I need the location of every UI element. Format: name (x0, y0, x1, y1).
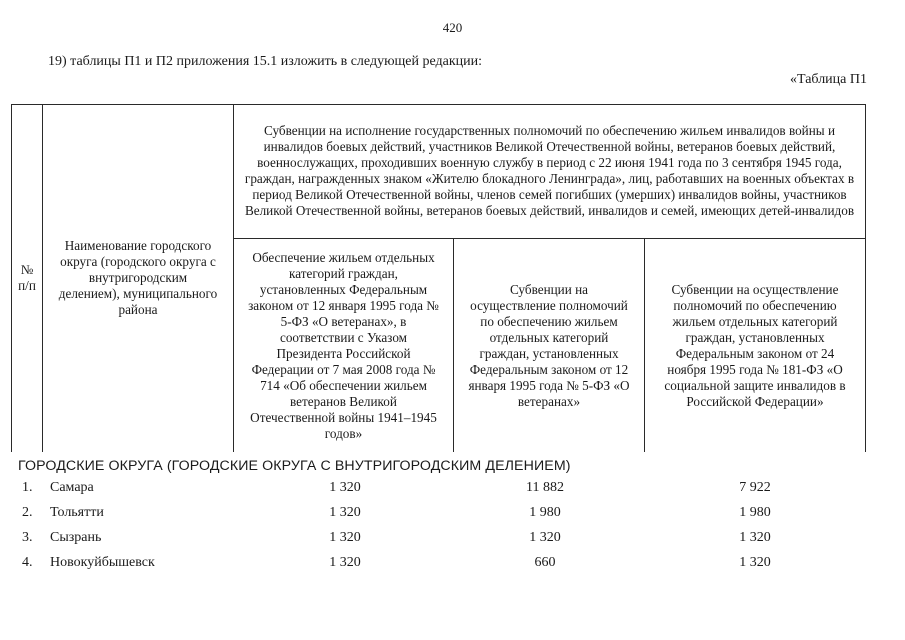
table-label: «Таблица П1 (790, 72, 867, 87)
row-number: 2. (22, 505, 33, 520)
row-value-1: 1 320 (329, 555, 361, 570)
row-number: 4. (22, 555, 33, 570)
row-value-1: 1 320 (329, 530, 361, 545)
row-value-3: 1 980 (739, 505, 771, 520)
row-value-2: 1 320 (529, 530, 561, 545)
table-row (0, 530, 905, 550)
section-title: ГОРОДСКИЕ ОКРУГА (ГОРОДСКИЕ ОКРУГА С ВНУТРИГОРОДСКИМ ДЕЛЕНИЕМ) (18, 458, 571, 474)
row-value-2: 11 882 (526, 480, 564, 495)
row-name: Новокуйбышевск (50, 555, 155, 570)
table-row (0, 505, 905, 525)
row-value-1: 1 320 (329, 505, 361, 520)
row-number: 3. (22, 530, 33, 545)
row-value-3: 1 320 (739, 530, 771, 545)
row-value-1: 1 320 (329, 480, 361, 495)
header-right-border (865, 104, 866, 452)
row-value-2: 1 980 (529, 505, 561, 520)
table-row (0, 555, 905, 575)
header-sub2: Субвенции на осуществление полномочий по обеспечению жильем отдельных категорий граждан, установленных Федеральным законом от 12 января 1995 года № 5-ФЗ «О ветеранах» (468, 281, 630, 409)
row-value-2: 660 (534, 555, 556, 570)
header-sub3: Субвенции на осуществление полномочий по обеспечению жильем отдельных категорий граждан, установленных Федеральным законом от 24 ноября 1995 года № 181-ФЗ «О социальной защите инвалидов в Российской Федерации» (664, 281, 846, 409)
row-value-3: 1 320 (739, 555, 771, 570)
row-name: Самара (50, 480, 94, 495)
row-value-3: 7 922 (739, 480, 771, 495)
page-number: 420 (442, 20, 463, 35)
row-name: Тольятти (50, 505, 104, 520)
intro-text: 19) таблицы П1 и П2 приложения 15.1 изложить в следующей редакции: (48, 54, 483, 69)
table-header (11, 104, 866, 452)
header-sub1: Обеспечение жильем отдельных категорий граждан, установленных Федеральным законом от 12 января 1995 года № 5-ФЗ «О ветеранах», в соответствии с Указом Президента Российской Федерации от 7 мая 2008 года № 714 «Об обеспечении жильем ветеранов Великой Отечественной войны 1941–1945 годов» (248, 249, 439, 441)
row-name: Сызрань (50, 530, 102, 545)
header-num-col: № п/п (18, 262, 36, 293)
table-row (0, 480, 905, 500)
header-name-col: Наименование городского округа (городского округа с внутригородским делением), муниципального района (58, 238, 218, 317)
header-group-title: Субвенции на исполнение государственных полномочий по обеспечению жильем инвалидов войны и инвалидов боевых действий, участников Великой Отечественной войны, ветеранов боевых действий, военнослужащих, проходивших военную службу в период с 22 июня 1941 года по 3 сентября 1945 года, граждан, награжденных знаком «Жителю блокадного Ленинграда», лиц, работавших на военных объектах в период Великой Отечественной войны, членов семей погибших (умерших) инвалидов войны, участников Великой Отечественной войны, ветеранов боевых действий, инвалидов и семей, имеющих детей-инвалидов (244, 123, 855, 218)
row-number: 1. (22, 480, 33, 495)
